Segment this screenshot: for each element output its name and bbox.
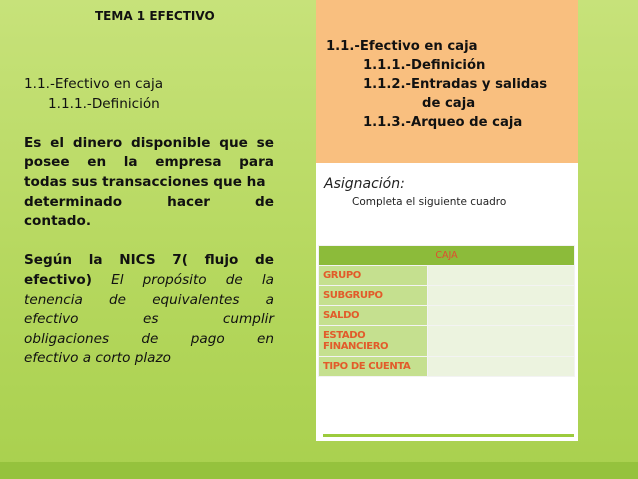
nics-line: efectivo a corto plazo bbox=[24, 350, 171, 367]
table-row bbox=[319, 326, 575, 357]
nics-line: obligaciones de pago en bbox=[24, 330, 274, 347]
outline-item: 1.1.1.-Definición bbox=[363, 58, 486, 73]
assignment-title: Asignación: bbox=[324, 176, 405, 192]
outline-item: 1.1.2.-Entradas y salidas bbox=[363, 77, 548, 92]
row-value-cell[interactable] bbox=[428, 266, 575, 286]
row-label: SALDO bbox=[319, 306, 428, 326]
table-row bbox=[319, 357, 575, 377]
table-header: CAJA bbox=[319, 246, 575, 266]
outline-item: 1.1.3.-Arqueo de caja bbox=[363, 115, 523, 130]
left-subheading: 1.1.1.-Definición bbox=[48, 95, 160, 112]
spacer bbox=[24, 114, 274, 134]
assignment-text: Completa el siguiente cuadro bbox=[352, 196, 507, 208]
row-label: SUBGRUPO bbox=[319, 286, 428, 306]
caja-table bbox=[318, 245, 575, 377]
definition-line: determinado hacer de bbox=[24, 193, 274, 210]
decorative-strip bbox=[323, 434, 574, 437]
outline-box bbox=[316, 0, 578, 163]
row-value-cell[interactable] bbox=[428, 326, 575, 357]
row-label: TIPO DE CUENTA bbox=[319, 357, 428, 377]
outline-item: de caja bbox=[422, 96, 476, 111]
row-label: ESTADO FINANCIERO bbox=[319, 326, 428, 357]
definition-line: posee en la empresa para bbox=[24, 154, 274, 171]
left-content bbox=[24, 75, 274, 369]
outline-item: 1.1.-Efectivo en caja bbox=[326, 39, 478, 54]
left-heading: 1.1.-Efectivo en caja bbox=[24, 76, 164, 92]
row-value-cell[interactable] bbox=[428, 357, 575, 377]
topic-title: TEMA 1 EFECTIVO bbox=[95, 9, 215, 23]
nics-line: efectivo) El propósito de la bbox=[24, 271, 274, 288]
spacer bbox=[24, 232, 274, 252]
nics-line: tenencia de equivalentes a bbox=[24, 291, 274, 308]
nics-line: Según la NICS 7( flujo de bbox=[24, 252, 274, 269]
definition-line: Es el dinero disponible que se bbox=[24, 134, 274, 151]
definition-line: contado. bbox=[24, 213, 91, 230]
row-label: GRUPO bbox=[319, 266, 428, 286]
table-header-row bbox=[319, 246, 575, 266]
bottom-decorative-band bbox=[0, 462, 638, 479]
row-value-cell[interactable] bbox=[428, 286, 575, 306]
nics-line: efectivo es cumplir bbox=[24, 311, 274, 328]
table-row bbox=[319, 286, 575, 306]
row-value-cell[interactable] bbox=[428, 306, 575, 326]
definition-line: todas sus transacciones que ha bbox=[24, 173, 266, 190]
table-row bbox=[319, 266, 575, 286]
table-row bbox=[319, 306, 575, 326]
